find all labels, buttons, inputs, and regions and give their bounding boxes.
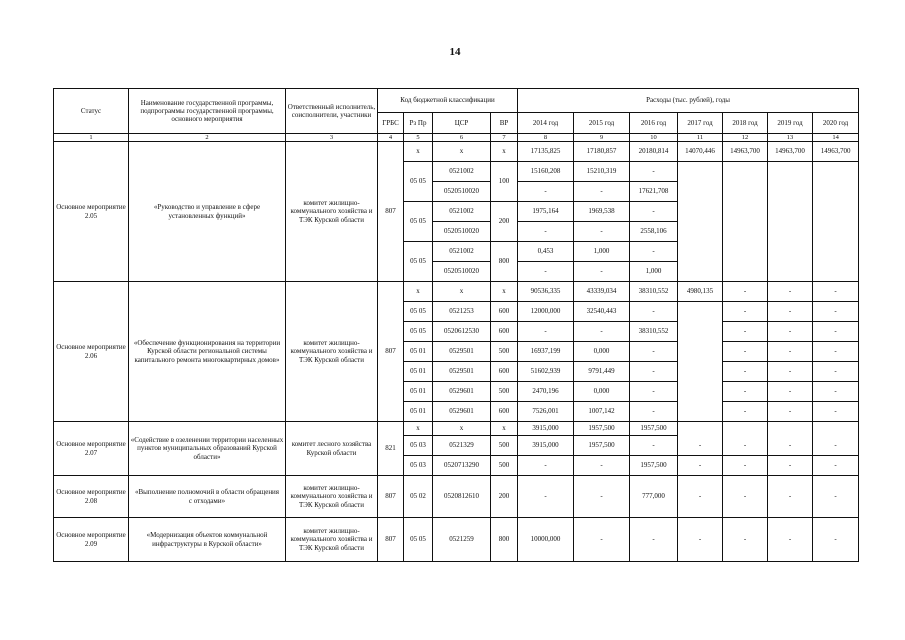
cell-csr: 0520510020: [433, 182, 491, 202]
group-2-05: [54, 142, 859, 282]
header-vr: ВР: [491, 113, 518, 134]
cell-value: -: [813, 282, 859, 302]
column-number-row: [54, 134, 859, 142]
column-number: 11: [678, 134, 723, 142]
cell-value: -: [678, 518, 723, 562]
cell-csr: 0520612530: [433, 322, 491, 342]
cell-csr: 0521002: [433, 242, 491, 262]
cell-value: -: [723, 402, 768, 422]
cell-value: -: [518, 322, 574, 342]
cell-csr: 0529601: [433, 382, 491, 402]
group-status: Основное мероприятие 2.08: [54, 476, 129, 518]
cell-value: 1,000: [630, 262, 678, 282]
group-name: «Содействие в озеленении территории населенных пунктов муниципальных образований Курской области»: [129, 422, 286, 476]
cell-value: -: [518, 182, 574, 202]
table-header: [54, 89, 859, 142]
cell-rzpr: 05 05: [404, 302, 433, 322]
header-rzpr: Рз Пр: [404, 113, 433, 134]
cell-csr: 0520812610: [433, 476, 491, 518]
cell-value: -: [723, 518, 768, 562]
cell-value: [813, 422, 859, 436]
cell-value: -: [768, 476, 813, 518]
cell-csr: х: [433, 142, 491, 162]
cell-value: 4980,135: [678, 282, 723, 302]
cell-value: 3915,000: [518, 422, 574, 436]
group-grbs: 807: [378, 142, 404, 282]
cell-rzpr: 05 01: [404, 362, 433, 382]
column-number: 8: [518, 134, 574, 142]
cell-value: -: [768, 382, 813, 402]
column-number: 12: [723, 134, 768, 142]
cell-value: 1969,538: [574, 202, 630, 222]
cell-value: -: [723, 382, 768, 402]
cell-rzpr: 05 05: [404, 162, 433, 202]
cell-value: 51602,939: [518, 362, 574, 382]
column-number: 7: [491, 134, 518, 142]
cell-vr: 500: [491, 456, 518, 476]
group-grbs: 807: [378, 282, 404, 422]
cell-rzpr: 05 01: [404, 342, 433, 362]
cell-rzpr: 05 03: [404, 456, 433, 476]
cell-value: -: [630, 242, 678, 262]
cell-rzpr: х: [404, 142, 433, 162]
cell-value: 17621,708: [630, 182, 678, 202]
cell-rzpr: 05 05: [404, 322, 433, 342]
cell-rzpr: 05 05: [404, 518, 433, 562]
column-number: 9: [574, 134, 630, 142]
header-status: Статус: [54, 89, 129, 134]
cell-value: 15160,208: [518, 162, 574, 182]
cell-value: 2470,196: [518, 382, 574, 402]
header-expenses-group: Расходы (тыс. рублей), годы: [518, 89, 859, 113]
cell-value: 1,000: [574, 242, 630, 262]
header-year: 2016 год: [630, 113, 678, 134]
cell-vr: х: [491, 282, 518, 302]
cell-vr: х: [491, 142, 518, 162]
cell-vr: 500: [491, 436, 518, 456]
group-grbs: 807: [378, 518, 404, 562]
group-name: «Модернизация объектов коммунальной инфраструктуры в Курской области»: [129, 518, 286, 562]
header-csr: ЦСР: [433, 113, 491, 134]
cell-value: 3915,000: [518, 436, 574, 456]
cell-value: 43339,034: [574, 282, 630, 302]
cell-value: -: [723, 456, 768, 476]
cell-value: -: [574, 222, 630, 242]
cell-vr: 600: [491, 322, 518, 342]
header-year: 2017 год: [678, 113, 723, 134]
cell-value: -: [768, 282, 813, 302]
cell-value: -: [723, 302, 768, 322]
cell-value: 14963,700: [723, 142, 768, 162]
cell-csr: 0521002: [433, 162, 491, 182]
group-grbs: 821: [378, 422, 404, 476]
cell-value: -: [678, 456, 723, 476]
cell-value: -: [630, 162, 678, 182]
cell-csr: 0529501: [433, 362, 491, 382]
group-name: «Руководство и управление в сфере установленных функций»: [129, 142, 286, 282]
group-responsible: комитет жилищно-коммунального хозяйства и ТЭК Курской области: [286, 476, 378, 518]
cell-csr: 0520510020: [433, 222, 491, 242]
cell-value: 17180,857: [574, 142, 630, 162]
cell-vr: 200: [491, 202, 518, 242]
cell-value: [813, 162, 859, 282]
column-number: 2: [129, 134, 286, 142]
cell-value: -: [813, 302, 859, 322]
cell-value: 1957,500: [630, 456, 678, 476]
cell-csr: 0520510020: [433, 262, 491, 282]
header-year: 2015 год: [574, 113, 630, 134]
column-number: 5: [404, 134, 433, 142]
cell-value: -: [574, 182, 630, 202]
cell-csr: 0521002: [433, 202, 491, 222]
cell-value: -: [723, 282, 768, 302]
group-2-09: [54, 518, 859, 562]
cell-value: -: [768, 302, 813, 322]
cell-value: -: [723, 362, 768, 382]
group-grbs: 807: [378, 476, 404, 518]
cell-vr: 500: [491, 382, 518, 402]
cell-value: 14070,446: [678, 142, 723, 162]
cell-value: -: [768, 322, 813, 342]
cell-value: 20180,814: [630, 142, 678, 162]
group-status: Основное мероприятие 2.06: [54, 282, 129, 422]
group-responsible: комитет жилищно-коммунального хозяйства и ТЭК Курской области: [286, 282, 378, 422]
cell-value: [723, 422, 768, 436]
column-number: 3: [286, 134, 378, 142]
group-2-07: [54, 422, 859, 476]
cell-value: -: [574, 476, 630, 518]
group-responsible: комитет жилищно-коммунального хозяйства и ТЭК Курской области: [286, 518, 378, 562]
cell-value: -: [768, 362, 813, 382]
cell-value: 777,000: [630, 476, 678, 518]
cell-value: 1957,500: [574, 436, 630, 456]
cell-value: -: [813, 362, 859, 382]
cell-value: 16937,199: [518, 342, 574, 362]
cell-value: 9791,449: [574, 362, 630, 382]
cell-value: 0,000: [574, 382, 630, 402]
cell-value: 14963,700: [768, 142, 813, 162]
cell-value: -: [518, 222, 574, 242]
cell-value: -: [813, 518, 859, 562]
cell-value: 1975,164: [518, 202, 574, 222]
group-status: Основное мероприятие 2.05: [54, 142, 129, 282]
cell-csr: 0521259: [433, 518, 491, 562]
cell-value: 2558,106: [630, 222, 678, 242]
cell-value: -: [768, 518, 813, 562]
cell-value: -: [630, 436, 678, 456]
header-year: 2018 год: [723, 113, 768, 134]
cell-value: -: [574, 456, 630, 476]
cell-value: -: [813, 342, 859, 362]
column-number: 4: [378, 134, 404, 142]
cell-csr: 0521253: [433, 302, 491, 322]
cell-value: -: [813, 456, 859, 476]
cell-value: 0,000: [574, 342, 630, 362]
cell-vr: 600: [491, 302, 518, 322]
cell-value: 7526,001: [518, 402, 574, 422]
column-number: 10: [630, 134, 678, 142]
header-name: Наименование государственной программы, подпрограммы государственной программы, основного мероприятия: [129, 89, 286, 134]
cell-vr: 800: [491, 518, 518, 562]
cell-vr: 500: [491, 342, 518, 362]
cell-value: -: [768, 402, 813, 422]
cell-rzpr: 05 05: [404, 242, 433, 282]
cell-value: [678, 302, 723, 422]
cell-rzpr: 05 01: [404, 402, 433, 422]
group-name: «Обеспечение функционирования на территории Курской области региональной системы капитального ремонта многоквартирных домов»: [129, 282, 286, 422]
cell-value: -: [723, 322, 768, 342]
cell-value: 10000,000: [518, 518, 574, 562]
cell-vr: 800: [491, 242, 518, 282]
cell-csr: 0529601: [433, 402, 491, 422]
cell-value: -: [574, 322, 630, 342]
cell-value: -: [574, 262, 630, 282]
cell-value: -: [678, 476, 723, 518]
cell-rzpr: 05 03: [404, 436, 433, 456]
cell-csr: 0529501: [433, 342, 491, 362]
cell-value: 0,453: [518, 242, 574, 262]
cell-value: -: [630, 402, 678, 422]
cell-value: -: [768, 456, 813, 476]
column-number: 14: [813, 134, 859, 142]
cell-value: -: [630, 382, 678, 402]
cell-value: -: [630, 518, 678, 562]
group-status: Основное мероприятие 2.09: [54, 518, 129, 562]
cell-csr: х: [433, 422, 491, 436]
group-responsible: комитет жилищно-коммунального хозяйства и ТЭК Курской области: [286, 142, 378, 282]
group-status: Основное мероприятие 2.07: [54, 422, 129, 476]
cell-value: -: [518, 476, 574, 518]
cell-value: -: [723, 342, 768, 362]
cell-value: -: [768, 342, 813, 362]
cell-value: -: [574, 518, 630, 562]
cell-value: -: [678, 436, 723, 456]
cell-value: -: [630, 302, 678, 322]
cell-value: -: [768, 436, 813, 456]
cell-vr: 200: [491, 476, 518, 518]
cell-value: 90536,335: [518, 282, 574, 302]
cell-vr: х: [491, 422, 518, 436]
cell-value: [678, 422, 723, 436]
header-grbs: ГРБС: [378, 113, 404, 134]
cell-value: 1957,500: [574, 422, 630, 436]
page-number: 14: [449, 46, 461, 58]
cell-value: -: [630, 342, 678, 362]
budget-table: [53, 88, 859, 562]
header-year: 2014 год: [518, 113, 574, 134]
cell-value: 1957,500: [630, 422, 678, 436]
cell-value: 15210,319: [574, 162, 630, 182]
cell-value: -: [813, 402, 859, 422]
cell-value: [723, 162, 768, 282]
cell-value: -: [813, 322, 859, 342]
cell-value: 1007,142: [574, 402, 630, 422]
cell-value: [768, 162, 813, 282]
header-responsible: Ответственный исполнитель, соисполнители, участники: [286, 89, 378, 134]
cell-value: 38310,552: [630, 282, 678, 302]
cell-value: -: [723, 476, 768, 518]
cell-rzpr: 05 02: [404, 476, 433, 518]
header-code-group: Код бюджетной классификации: [378, 89, 518, 113]
cell-value: -: [813, 436, 859, 456]
cell-value: -: [630, 362, 678, 382]
cell-csr: 0521329: [433, 436, 491, 456]
cell-vr: 600: [491, 402, 518, 422]
cell-value: 38310,552: [630, 322, 678, 342]
header-year: 2019 год: [768, 113, 813, 134]
cell-value: -: [813, 382, 859, 402]
cell-value: -: [518, 262, 574, 282]
header-year: 2020 год: [813, 113, 859, 134]
column-number: 1: [54, 134, 129, 142]
cell-value: 32540,443: [574, 302, 630, 322]
cell-value: [768, 422, 813, 436]
group-name: «Выполнение полномочий в области обращения с отходами»: [129, 476, 286, 518]
cell-rzpr: х: [404, 282, 433, 302]
cell-vr: 100: [491, 162, 518, 202]
column-number: 6: [433, 134, 491, 142]
cell-vr: 600: [491, 362, 518, 382]
group-2-08: [54, 476, 859, 518]
column-number: 13: [768, 134, 813, 142]
cell-value: -: [813, 476, 859, 518]
cell-value: [678, 162, 723, 282]
cell-rzpr: 05 05: [404, 202, 433, 242]
cell-value: 14963,700: [813, 142, 859, 162]
cell-value: -: [630, 202, 678, 222]
group-responsible: комитет лесного хозяйства Курской области: [286, 422, 378, 476]
cell-rzpr: 05 01: [404, 382, 433, 402]
cell-value: -: [518, 456, 574, 476]
group-2-06: [54, 282, 859, 422]
cell-csr: х: [433, 282, 491, 302]
cell-rzpr: х: [404, 422, 433, 436]
cell-csr: 0520713290: [433, 456, 491, 476]
cell-value: -: [723, 436, 768, 456]
cell-value: 12000,000: [518, 302, 574, 322]
cell-value: 17135,825: [518, 142, 574, 162]
